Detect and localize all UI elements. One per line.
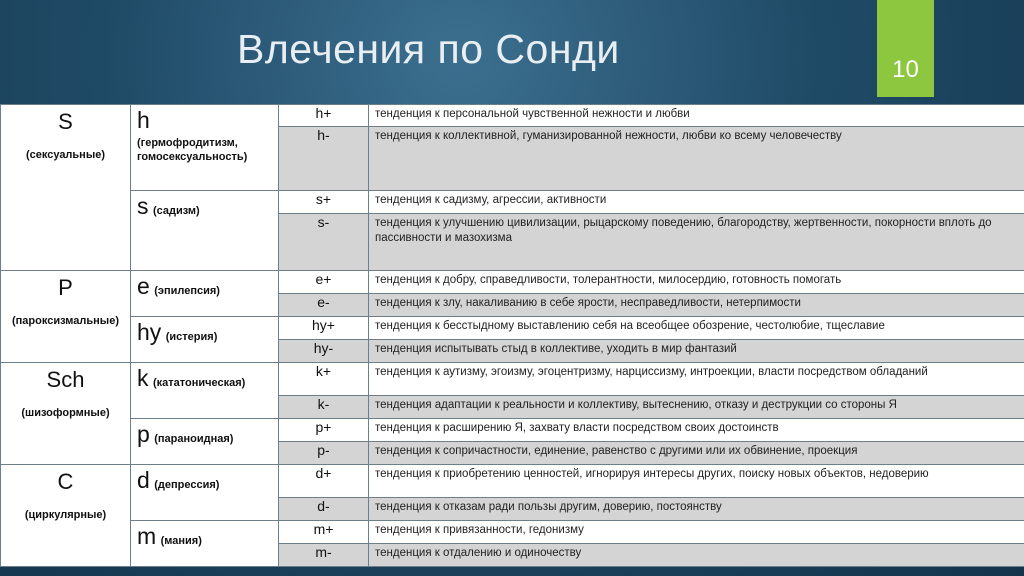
sign-cell: e- <box>279 294 369 317</box>
vector-cell <box>1 271 131 363</box>
szondi-table <box>0 104 1024 567</box>
description-cell: тенденция к сопричастности, единение, равенство с другими или их обвинение, проекция <box>369 442 1024 465</box>
factor-letter: m <box>137 523 157 549</box>
factor-name: (истерия) <box>165 331 218 343</box>
factor-letter: e <box>137 273 150 299</box>
table-row <box>1 363 1024 396</box>
factor-cell <box>131 465 279 521</box>
description-cell: тенденция к отдалению и одиночеству <box>369 544 1024 567</box>
description-cell: тенденция к персональной чувственной нежности и любви <box>369 105 1024 127</box>
table-row <box>1 419 1024 442</box>
factor-name: (параноидная) <box>154 433 234 445</box>
description-cell: тенденция к расширению Я, захвату власти посредством своих достоинств <box>369 419 1024 442</box>
sign-cell: s+ <box>279 191 369 214</box>
factor-name: (мания) <box>160 535 202 547</box>
factor-cell <box>131 191 279 271</box>
sign-cell: h+ <box>279 105 369 127</box>
vector-name: (сексуальные) <box>25 149 106 161</box>
table-row <box>1 465 1024 498</box>
description-cell: тенденция к злу, накаливанию в себе ярости, несправедливости, нетерпимости <box>369 294 1024 317</box>
vector-letter: C <box>57 469 74 494</box>
vector-cell <box>1 465 131 567</box>
sign-cell: h- <box>279 127 369 191</box>
sign-cell: k- <box>279 396 369 419</box>
factor-cell <box>131 317 279 363</box>
factor-letter: h <box>137 107 150 133</box>
sign-cell: p- <box>279 442 369 465</box>
factor-name: (садизм) <box>152 205 200 217</box>
sign-cell: hy- <box>279 340 369 363</box>
description-cell: тенденция к садизму, агрессии, активности <box>369 191 1024 214</box>
factor-letter: k <box>137 365 149 391</box>
table-row <box>1 317 1024 340</box>
description-cell: тенденция к отказам ради пользы другим, доверию, постоянству <box>369 498 1024 521</box>
vector-name: (шизоформные) <box>21 407 110 419</box>
description-cell: тенденция испытывать стыд в коллективе, уходить в мир фантазий <box>369 340 1024 363</box>
sign-cell: m+ <box>279 521 369 544</box>
sign-cell: m- <box>279 544 369 567</box>
sign-cell: k+ <box>279 363 369 396</box>
vector-name: (пароксизмальные) <box>12 315 119 327</box>
description-cell: тенденция к коллективной, гуманизированной нежности, любви ко всему человечеству <box>369 127 1024 191</box>
table-row <box>1 105 1024 127</box>
factor-cell <box>131 363 279 419</box>
factor-name: (гермофродитизм, гомосексуальность) <box>137 137 248 163</box>
description-cell: тенденция к приобретению ценностей, игнорируя интересы других, поиску новых объектов, недоверию <box>369 465 1024 498</box>
factor-name: (депрессия) <box>154 479 220 491</box>
factor-cell <box>131 521 279 567</box>
sign-cell: s- <box>279 214 369 271</box>
factor-letter: d <box>137 467 150 493</box>
szondi-table-container <box>0 104 1024 576</box>
factor-letter: s <box>137 193 149 219</box>
table-row <box>1 521 1024 544</box>
vector-letter: P <box>58 275 73 300</box>
factor-name: (кататоническая) <box>152 377 246 389</box>
vector-cell <box>1 363 131 465</box>
slide-number-badge: 10 <box>877 0 934 97</box>
factor-letter: p <box>137 421 150 447</box>
slide-title: Влечения по Сонди <box>237 26 620 72</box>
factor-letter: hy <box>137 319 162 345</box>
factor-cell <box>131 419 279 465</box>
table-row <box>1 271 1024 294</box>
sign-cell: d+ <box>279 465 369 498</box>
description-cell: тенденция к привязанности, гедонизму <box>369 521 1024 544</box>
description-cell: тенденция к добру, справедливости, толерантности, милосердию, готовность помогать <box>369 271 1024 294</box>
factor-cell <box>131 105 279 191</box>
vector-letter: S <box>58 109 73 134</box>
sign-cell: e+ <box>279 271 369 294</box>
sign-cell: hy+ <box>279 317 369 340</box>
factor-cell <box>131 271 279 317</box>
description-cell: тенденция адаптации к реальности и коллективу, вытеснению, отказу и деструкции со стороны Я <box>369 396 1024 419</box>
table-row <box>1 191 1024 214</box>
description-cell: тенденция к улучшению цивилизации, рыцарскому поведению, благородству, жертвенности, покорности вплоть до пассивности и мазохизма <box>369 214 1024 271</box>
sign-cell: d- <box>279 498 369 521</box>
vector-cell <box>1 105 131 271</box>
sign-cell: p+ <box>279 419 369 442</box>
vector-letter: Sch <box>46 367 85 392</box>
factor-name: (эпилепсия) <box>154 285 220 297</box>
description-cell: тенденция к аутизму, эгоизму, эгоцентризму, нарциссизму, интроекции, власти посредством обладаний <box>369 363 1024 396</box>
description-cell: тенденция к бесстыдному выставлению себя на всеобщее обозрение, честолюбие, тщеславие <box>369 317 1024 340</box>
vector-name: (циркулярные) <box>24 509 107 521</box>
